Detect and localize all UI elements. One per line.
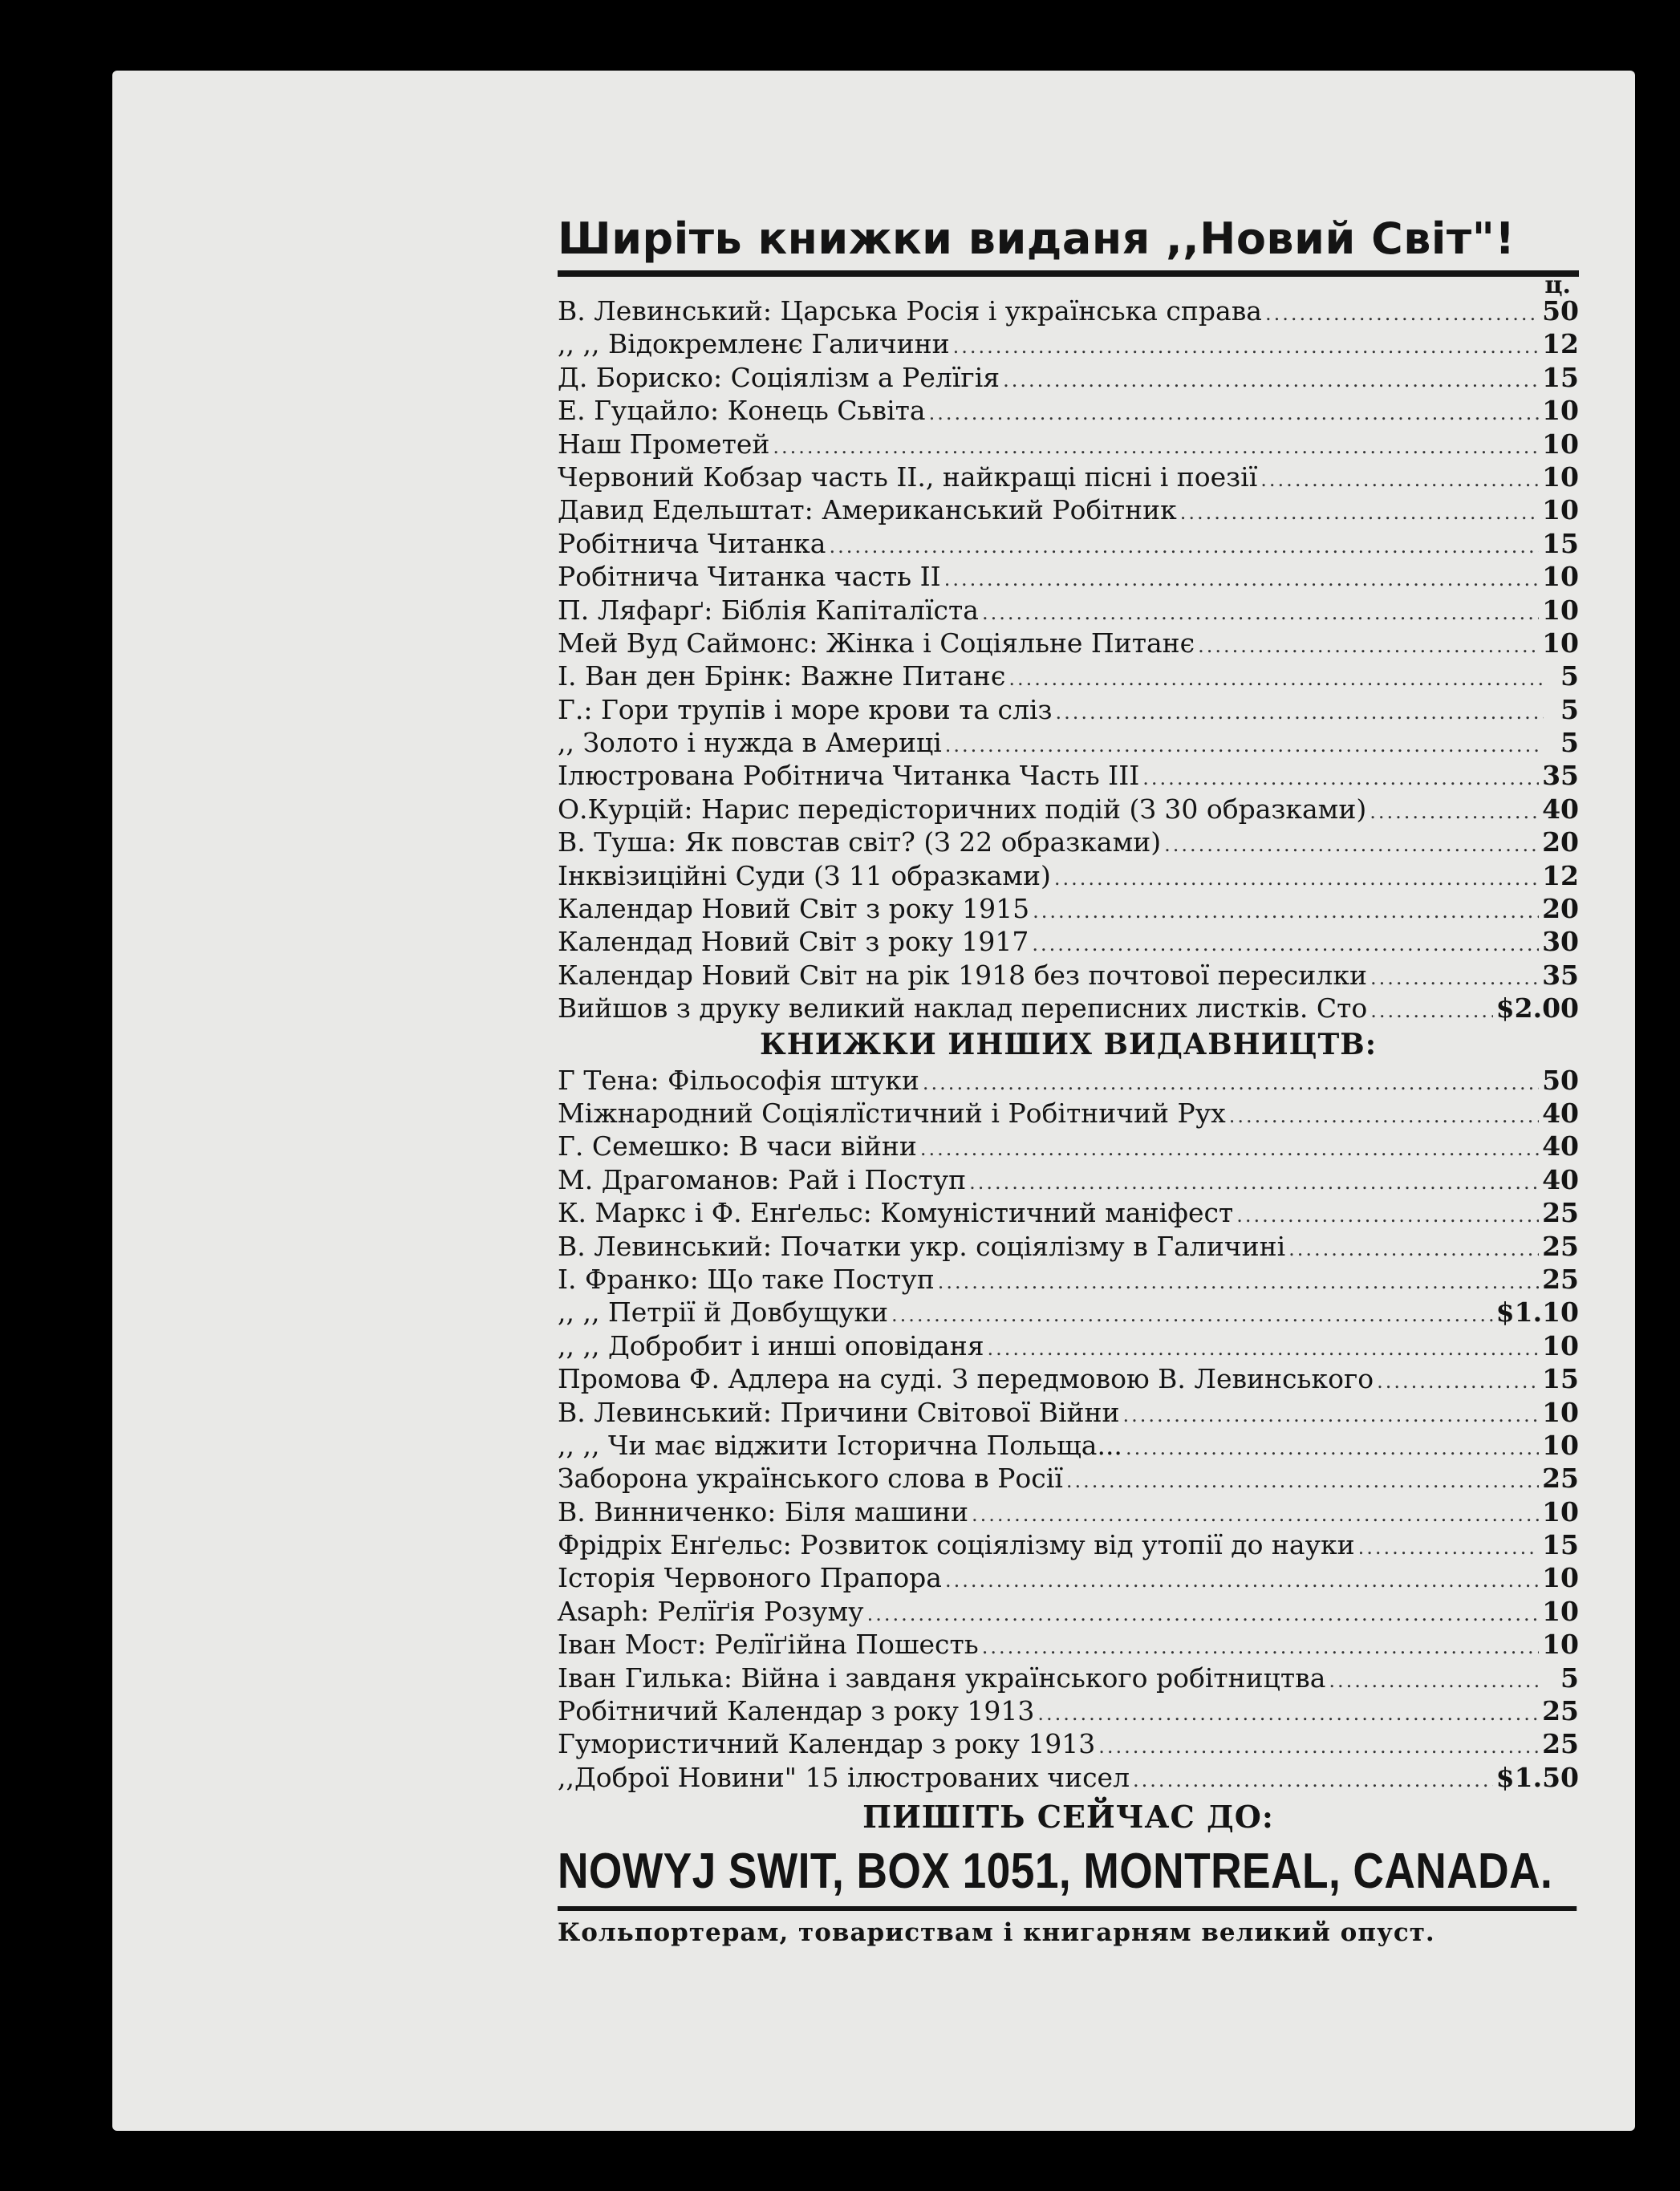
- dot-leader: [982, 597, 1539, 630]
- book-price: $2.00: [1495, 992, 1579, 1024]
- book-price: 10: [1542, 1396, 1579, 1428]
- book-title: Історія Червоного Прапора: [558, 1562, 942, 1594]
- book-row: [558, 1528, 1579, 1561]
- dot-leader: [938, 1266, 1539, 1299]
- book-row: [558, 1628, 1579, 1661]
- dot-leader: [1126, 1432, 1539, 1465]
- book-title: Наш Прометей: [558, 428, 770, 460]
- dot-leader: [1133, 1764, 1493, 1797]
- book-title: Календад Новий Світ з року 1917: [558, 926, 1029, 958]
- other-publishers-heading: КНИЖКИ ИНШИХ ВИДАВНИЦТВ:: [760, 1027, 1377, 1061]
- dot-leader: [1358, 1532, 1539, 1564]
- book-price: 10: [1542, 395, 1579, 427]
- book-price: 35: [1542, 959, 1579, 991]
- dot-leader: [1098, 1730, 1539, 1763]
- book-title: ,,Доброї Новини" 15 ілюстрованих чисел: [558, 1761, 1130, 1793]
- book-price: 15: [1542, 361, 1579, 393]
- dot-leader: [1008, 663, 1544, 696]
- book-title: В. Винниченко: Біля машини: [558, 1495, 968, 1528]
- dot-leader: [944, 563, 1539, 596]
- book-title: Гумористичний Календар з року 1913: [558, 1728, 1096, 1760]
- book-price: 10: [1542, 1329, 1579, 1361]
- book-row: [558, 925, 1579, 958]
- book-price: 10: [1542, 627, 1579, 659]
- dot-leader: [1260, 464, 1539, 497]
- book-title: Робітнича Читанка часть II: [558, 561, 941, 593]
- book-row: [558, 1761, 1579, 1794]
- dot-leader: [1142, 762, 1539, 795]
- book-price: $1.10: [1495, 1296, 1579, 1329]
- dot-leader: [1229, 1100, 1539, 1133]
- book-row: [558, 1495, 1579, 1528]
- book-row: [558, 726, 1579, 759]
- book-row: [558, 659, 1579, 692]
- write-now-heading: ПИШІТЬ СЕЙЧАС ДО:: [862, 1799, 1274, 1836]
- dot-leader: [1329, 1665, 1544, 1698]
- book-price: $1.50: [1495, 1761, 1579, 1793]
- book-row: [558, 892, 1579, 925]
- dot-leader: [945, 1564, 1539, 1597]
- book-row: [558, 361, 1579, 394]
- book-price: 10: [1542, 428, 1579, 460]
- book-row: [558, 461, 1579, 493]
- book-title: ,, ,, Добробит і инші оповіданя: [558, 1329, 984, 1361]
- book-row: [558, 527, 1579, 560]
- book-row: [558, 693, 1579, 726]
- book-price: 20: [1542, 826, 1579, 858]
- book-row: [558, 1296, 1579, 1329]
- book-title: В. Левинський: Царська Росія і українська справа: [558, 295, 1262, 327]
- book-row: [558, 1561, 1579, 1594]
- book-row: [558, 759, 1579, 792]
- book-title: Інквізиційні Суди (З 11 образками): [558, 859, 1051, 891]
- dot-leader: [1288, 1233, 1539, 1266]
- dot-leader: [929, 397, 1540, 430]
- book-title: ,, ,, Чи має віджити Історична Польща...: [558, 1429, 1122, 1461]
- dot-leader: [969, 1167, 1539, 1199]
- book-title: Д. Бориско: Соціялізм а Релїгія: [558, 361, 1000, 393]
- book-title: Календар Новий Світ з року 1915: [558, 893, 1030, 925]
- book-title: Мей Вуд Саймонс: Жінка і Соціяльне Питанє: [558, 627, 1195, 659]
- dot-leader: [1370, 796, 1539, 829]
- book-row: [558, 560, 1579, 593]
- book-price: 25: [1542, 1230, 1579, 1262]
- book-title: Іван Гилька: Війна і завданя українського робітництва: [558, 1662, 1326, 1694]
- dot-leader: [982, 1631, 1539, 1664]
- book-row: [558, 826, 1579, 858]
- book-title: М. Драгоманов: Рай і Поступ: [558, 1163, 967, 1195]
- book-price: 10: [1542, 494, 1579, 526]
- dot-leader: [1123, 1399, 1540, 1432]
- book-title: Е. Гуцайло: Конець Сьвіта: [558, 395, 926, 427]
- dot-leader: [1198, 630, 1539, 663]
- book-price: 5: [1560, 693, 1579, 725]
- book-price: 40: [1542, 1130, 1579, 1162]
- book-title: ,, ,, Відокремленє Галичини: [558, 328, 950, 360]
- book-price: 50: [1542, 295, 1579, 327]
- book-row: [558, 1462, 1579, 1495]
- book-title: Робітничий Календар з року 1913: [558, 1695, 1035, 1727]
- book-title: І. Франко: Що таке Поступ: [558, 1263, 935, 1295]
- book-price: 10: [1542, 1629, 1579, 1661]
- book-row: [558, 1595, 1579, 1628]
- book-row: [558, 992, 1579, 1024]
- book-row: [558, 1429, 1579, 1462]
- book-price: 5: [1560, 660, 1579, 692]
- dot-leader: [829, 530, 1539, 563]
- book-row: [558, 1097, 1579, 1130]
- book-title: Давид Едельштат: Американський Робітник: [558, 494, 1177, 526]
- book-price: 15: [1542, 527, 1579, 559]
- book-price: 40: [1542, 1097, 1579, 1129]
- book-price: 10: [1542, 1429, 1579, 1461]
- dot-leader: [1370, 995, 1492, 1028]
- book-title: Ілюстрована Робітнича Читанка Часть III: [558, 760, 1140, 792]
- dot-leader: [1037, 1698, 1539, 1730]
- book-row: [558, 959, 1579, 992]
- book-title: Г.: Гори трупів і море крови та сліз: [558, 693, 1053, 725]
- book-title: О.Курцій: Нарис передісторичних подій (З 30 образками): [558, 793, 1367, 825]
- page-heading: Ширіть книжки виданя ,,Новий Світ"!: [558, 211, 1579, 277]
- dot-leader: [953, 331, 1539, 363]
- book-price: 5: [1560, 1662, 1579, 1694]
- book-price: 20: [1542, 893, 1579, 925]
- book-title: Календар Новий Світ на рік 1918 без почтової пересилки: [558, 959, 1367, 991]
- book-price: 15: [1542, 1363, 1579, 1395]
- book-price: 30: [1542, 926, 1579, 958]
- book-title: В. Левинський: Причини Світової Війни: [558, 1396, 1120, 1428]
- book-title: Г Тена: Фільософія штуки: [558, 1064, 919, 1096]
- document-page: [112, 71, 1635, 2131]
- dot-leader: [891, 1299, 1493, 1332]
- book-row: [558, 594, 1579, 627]
- book-row: [558, 1396, 1579, 1429]
- book-price: 10: [1542, 461, 1579, 493]
- dot-leader: [1066, 1465, 1539, 1498]
- book-row: [558, 1130, 1579, 1162]
- book-price: 35: [1542, 760, 1579, 792]
- book-price: 40: [1542, 793, 1579, 825]
- dot-leader: [1180, 497, 1539, 529]
- book-price: 40: [1542, 1163, 1579, 1195]
- book-price: 50: [1542, 1064, 1579, 1096]
- book-title: Червоний Кобзар часть II., найкращі пісні і поезії: [558, 461, 1258, 493]
- dot-leader: [773, 431, 1539, 464]
- dot-leader: [867, 1598, 1540, 1631]
- book-title: Робітнича Читанка: [558, 527, 826, 559]
- footer-note: Кольпортерам, товариствам і книгарням великий опуст.: [558, 1918, 1435, 1948]
- mailing-address: NOWYJ SWIT, BOX 1051, MONTREAL, CANADA.: [558, 1837, 1577, 1911]
- book-price: 15: [1542, 1529, 1579, 1561]
- book-price: 10: [1542, 594, 1579, 626]
- dot-leader: [972, 1499, 1539, 1532]
- book-row: [558, 627, 1579, 659]
- book-row: [558, 493, 1579, 526]
- book-title: Міжнародний Соціялїстичний і Робітничий Рух: [558, 1097, 1226, 1129]
- book-row: [558, 1196, 1579, 1229]
- book-title: Г. Семешко: В часи війни: [558, 1130, 917, 1162]
- book-row: [558, 1329, 1579, 1362]
- dot-leader: [1236, 1199, 1539, 1232]
- book-row: [558, 1694, 1579, 1727]
- price-unit-label: ц.: [1544, 271, 1571, 299]
- book-row: [558, 294, 1579, 327]
- book-title: В. Туша: Як повстав світ? (З 22 образками): [558, 826, 1162, 858]
- book-price: 25: [1542, 1728, 1579, 1760]
- book-price: 10: [1542, 561, 1579, 593]
- book-price: 12: [1542, 859, 1579, 891]
- book-price: 10: [1542, 1595, 1579, 1627]
- book-row: [558, 1362, 1579, 1395]
- book-row: [558, 327, 1579, 360]
- book-row: [558, 1263, 1579, 1296]
- book-title: Іван Мост: Релїґійна Пошесть: [558, 1629, 979, 1661]
- book-row: [558, 1662, 1579, 1694]
- book-title: ,, ,, Петрії й Довбущуки: [558, 1296, 888, 1329]
- dot-leader: [1003, 364, 1539, 397]
- dot-leader: [1054, 862, 1539, 895]
- dot-leader: [923, 1067, 1539, 1100]
- book-row: [558, 1064, 1579, 1097]
- book-title: Промова Ф. Адлера на суді. З передмовою В. Левинського: [558, 1363, 1374, 1395]
- dot-leader: [945, 729, 1544, 762]
- publisher-book-list: [558, 294, 1579, 1025]
- book-row: [558, 428, 1579, 461]
- book-price: 10: [1542, 1495, 1579, 1528]
- book-title: ,, Золото і нужда в Америці: [558, 727, 942, 759]
- book-title: Заборона українського слова в Росії: [558, 1463, 1063, 1495]
- book-title: Фрідріх Енґельс: Розвиток соціялізму від утопії до науки: [558, 1529, 1355, 1561]
- advertisement: [558, 211, 1579, 1954]
- book-row: [558, 394, 1579, 427]
- book-title: П. Ляфарґ: Біблія Капіталїста: [558, 594, 979, 626]
- book-price: 5: [1560, 727, 1579, 759]
- book-price: 12: [1542, 328, 1579, 360]
- book-price: 25: [1542, 1197, 1579, 1229]
- dot-leader: [1370, 962, 1539, 995]
- book-price: 25: [1542, 1263, 1579, 1295]
- book-price: 10: [1542, 1562, 1579, 1594]
- dot-leader: [1164, 829, 1539, 862]
- book-title: Вийшов з друку великий наклад переписних листків. Сто: [558, 992, 1368, 1024]
- book-price: 25: [1542, 1463, 1579, 1495]
- book-row: [558, 1230, 1579, 1263]
- other-book-list: [558, 1064, 1579, 1795]
- book-title: Asaph: Релїґія Розуму: [558, 1595, 864, 1627]
- book-row: [558, 859, 1579, 892]
- dot-leader: [1377, 1365, 1539, 1398]
- book-title: В. Левинський: Початки укр. соціялізму в Галичині: [558, 1230, 1286, 1262]
- book-row: [558, 1163, 1579, 1196]
- dot-leader: [1032, 928, 1539, 961]
- dot-leader: [1265, 298, 1539, 331]
- dot-leader: [1033, 895, 1539, 928]
- dot-leader: [988, 1333, 1540, 1365]
- book-title: К. Маркс і Ф. Енґельс: Комуністичний маніфест: [558, 1197, 1234, 1229]
- dot-leader: [1056, 696, 1544, 729]
- book-title: І. Ван ден Брінк: Важне Питанє: [558, 660, 1006, 692]
- book-row: [558, 793, 1579, 826]
- book-price: 25: [1542, 1695, 1579, 1727]
- book-row: [558, 1727, 1579, 1760]
- dot-leader: [920, 1133, 1539, 1166]
